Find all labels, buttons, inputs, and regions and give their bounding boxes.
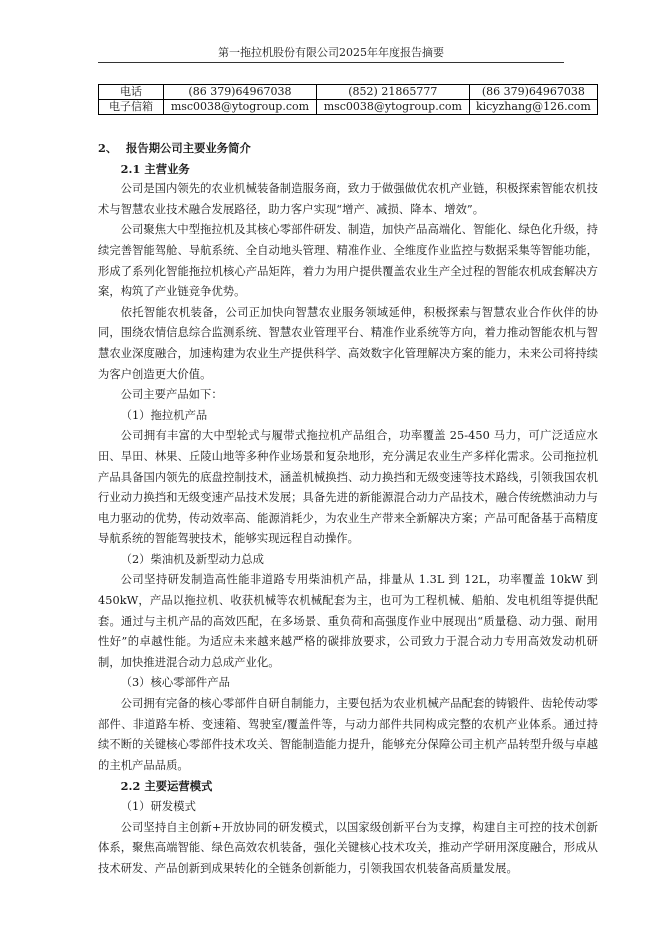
list-heading: （1）拖拉机产品 (120, 408, 208, 422)
email-value: msc0038@ytogroup.com (316, 100, 469, 115)
paragraph: 公司拥有完备的核心零部件自研自制能力，主要包括为农业机械产品配套的铸锻件、齿轮传动零部件、非道路车桥、变速箱、驾驶室/覆盖件等，与动力部件共同构成完整的农机产业体系。通过持续不断的关键核心零部件技术攻关、智能制造能力提升，能够充分保障公司主机产品转型升级与卓越的主机产品品质。 (98, 697, 598, 772)
paragraph: 公司坚持研发制造高性能非道路专用柴油机产品，排量从 1.3L 到 12L，功率覆盖 10kW 到 450kW，产品以拖拉机、收获机械等农机械配套为主，也可为工程机械、船舶、发电机组等提供配套。通过与主机产品的高效匹配，在多场景、重负荷和高强度作业中展现出“质量稳、动力强、耐用性好”的卓越性能。为适应未来越来越严格的碳排放要求，公司致力于混合动力专用高效发动机研制，加快推进混合动力总成产业化。 (98, 573, 598, 669)
phone-value: (852) 21865777 (316, 85, 469, 100)
phone-value: (86 379)64967038 (469, 85, 597, 100)
subsection-heading: 2.2 主要运营模式 (120, 779, 213, 794)
email-label: 电子信箱 (99, 100, 164, 115)
paragraph: 公司是国内领先的农业机械装备制造服务商，致力于做强做优农机产业链，积极探索智能农机技术与智慧农业技术融合发展路径，助力客户实现“增产、减损、降本、增效”。 (98, 182, 598, 216)
subsection-heading: 2.1 主营业务 (120, 161, 190, 176)
paragraph: 公司聚焦大中型拖拉机及其核心零部件研发、制造，加快产品高端化、智能化、绿色化升级，持续完善智能驾舱、导航系统、全自动地头管理、精准作业、全维度作业监控与数据采集等智能功能，形成了系列化智能拖拉机核心产品矩阵，着力为用户提供覆盖农业生产全过程的智能农机成套解决方案，构筑了产业链竞争优势。 (98, 223, 598, 299)
section-title: 报告期公司主要业务简介 (126, 141, 251, 155)
page-header: 第一拖拉机股份有限公司2025年年度报告摘要 (98, 44, 564, 63)
paragraph: 公司拥有丰富的大中型轮式与履带式拖拉机产品组合，功率覆盖 25-450 马力，可广泛适应水田、旱田、林果、丘陵山地等多种作业场景和复杂地形，充分满足农业生产多样化需求。公司拖拉机产品具备国内领先的底盘控制技术，涵盖机械换挡、动力换挡和无级变速等技术路线，引领我国农机行业动力换挡和无级变速产品技术发展；具备先进的新能源混合动力产品技术，融合传统燃油动力与电力驱动的优势，传动效率高、能源消耗少，为农业生产带来全新解决方案；产品可配备基于高精度导航系统的智能驾驶技术，能够实现远程自动操作。 (98, 429, 598, 546)
section-number: 2、 (98, 141, 118, 155)
email-value: kicyzhang@126.com (469, 100, 597, 115)
email-value: msc0038@ytogroup.com (164, 100, 317, 115)
main-content (98, 138, 598, 879)
list-heading: （1）研发模式 (120, 800, 196, 813)
section-heading (98, 138, 598, 159)
phone-label: 电话 (99, 85, 164, 100)
list-heading: （2）柴油机及新型动力总成 (120, 552, 264, 566)
list-heading: （3）核心零部件产品 (120, 676, 230, 690)
paragraph: 公司坚持自主创新+开放协同的研发模式，以国家级创新平台为支撑，构建自主可控的技术创新体系，聚焦高端智能、绿色高效农机装备，强化关键核心技术攻关，推动产学研用深度融合，形成从技术研发、产品创新到成果转化的全链条创新能力，引领我国农机装备高质量发展。 (98, 820, 598, 875)
contact-table (98, 84, 598, 115)
table-row (99, 85, 598, 100)
table-row (99, 100, 598, 115)
paragraph: 依托智能农机装备，公司正加快向智慧农业服务领域延伸，积极探索与智慧农业合作伙伴的协同，围绕农情信息综合监测系统、智慧农业管理平台、精准作业系统等方向，着力推动智能农机与智慧农业深度融合，加速构建为农业生产提供科学、高效数字化管理解决方案的能力，未来公司将持续为客户创造更大价值。 (98, 305, 598, 381)
phone-value: (86 379)64967038 (164, 85, 317, 100)
paragraph: 公司主要产品如下： (120, 388, 223, 402)
